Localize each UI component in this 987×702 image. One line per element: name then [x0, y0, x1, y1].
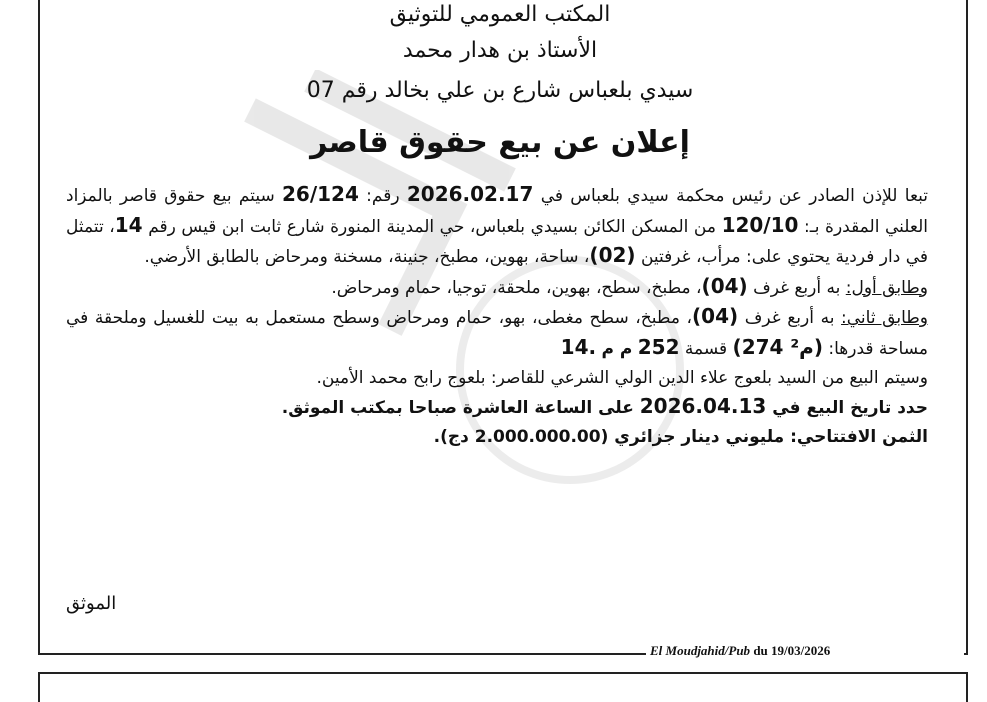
second-floor-label: وطابق ثاني: — [841, 308, 929, 329]
publication-date-prefix: du — [753, 643, 768, 658]
street-number: 14 — [114, 212, 143, 237]
text-segment: سيتم بيع حقوق قاصر بالمزاد العلني المقدرة بـ: — [66, 186, 929, 237]
text-segment: تبعا للإذن الصادر عن رئيس محكمة سيدي بلعباس في — [540, 186, 929, 206]
second-floor-rooms: (04) — [692, 304, 739, 329]
publication-credit — [646, 643, 834, 659]
paragraph-first-floor — [66, 272, 928, 303]
next-announcement-box — [38, 672, 968, 702]
text-segment: ، ساحة، بهوين، مطبخ، جنينة، مسخنة ومرحاض بالطابق الأرضي. — [144, 247, 590, 268]
first-floor-label: وطابق أول: — [845, 277, 928, 298]
paragraph-seller: وسيتم البيع من السيد بلعوج علاء الدين الولي الشرعي للقاصر: بلعوج رابح محمد الأمين. — [316, 367, 928, 388]
ground-floor-rooms: (02) — [589, 243, 636, 268]
announcement-title: إعلان عن بيع حقوق قاصر — [310, 125, 690, 160]
court-order-number: 26/124 — [281, 182, 359, 206]
text-segment: به أربع غرف — [744, 308, 835, 329]
text-segment: على الساعة العاشرة صباحا بمكتب الموثق. — [281, 398, 634, 419]
notary-address: سيدي بلعباس شارع بن علي بخالد رقم 07 — [306, 78, 694, 103]
text-segment: من المسكن الكائن بسيدي بلعباس، حي المدينة المنورة شارع ثابت ابن قيس رقم — [148, 216, 716, 237]
text-segment: به أربع غرف — [753, 277, 841, 298]
notary-name: الأستاذ بن هدار محمد — [402, 38, 598, 63]
text-segment: ، مطبخ، سطح، بهوين، ملحقة، توجيا، حمام ومرحاض. — [331, 277, 702, 298]
publication-date: 19/03/2026 — [771, 643, 831, 658]
text-segment: ، تتمثل في دار فردية يحتوي على: مرأب، غرفتين — [66, 216, 928, 268]
text-segment: م م — [601, 338, 633, 359]
first-floor-rooms: (04) — [701, 273, 748, 298]
text-segment: رقم: — [366, 186, 400, 206]
notary-office-title: المكتب العمومي للتوثيق — [389, 2, 611, 27]
total-area: (274 م²) — [732, 334, 823, 359]
text-segment: قسمة — [684, 338, 728, 359]
paragraph-opening-price: الثمن الافتتاحي: مليوني دينار جزائري (2.000.000.00 دج). — [433, 426, 928, 447]
publication-name: El Moudjahid/Pub — [650, 643, 751, 658]
announcement-body — [66, 180, 928, 451]
paragraph-sale-date — [66, 392, 928, 423]
plot-number: 252 — [637, 334, 680, 359]
sale-date: 2026.04.13 — [639, 394, 767, 419]
court-order-date: 2026.02.17 — [406, 182, 534, 206]
notary-signature: الموثق — [66, 593, 117, 614]
paragraph-authorization — [66, 180, 928, 272]
paragraph-second-floor — [66, 302, 928, 363]
plot-section: 14. — [560, 334, 597, 359]
share-fraction: 120/10 — [721, 212, 799, 237]
text-segment: ، مطبخ، سطح مغطى، بهو، حمام ومرحاض وسطح مستعمل به بيت للغسيل وملحقة في مساحة قدرها: — [66, 308, 928, 359]
text-segment: حدد تاريخ البيع في — [772, 398, 928, 419]
